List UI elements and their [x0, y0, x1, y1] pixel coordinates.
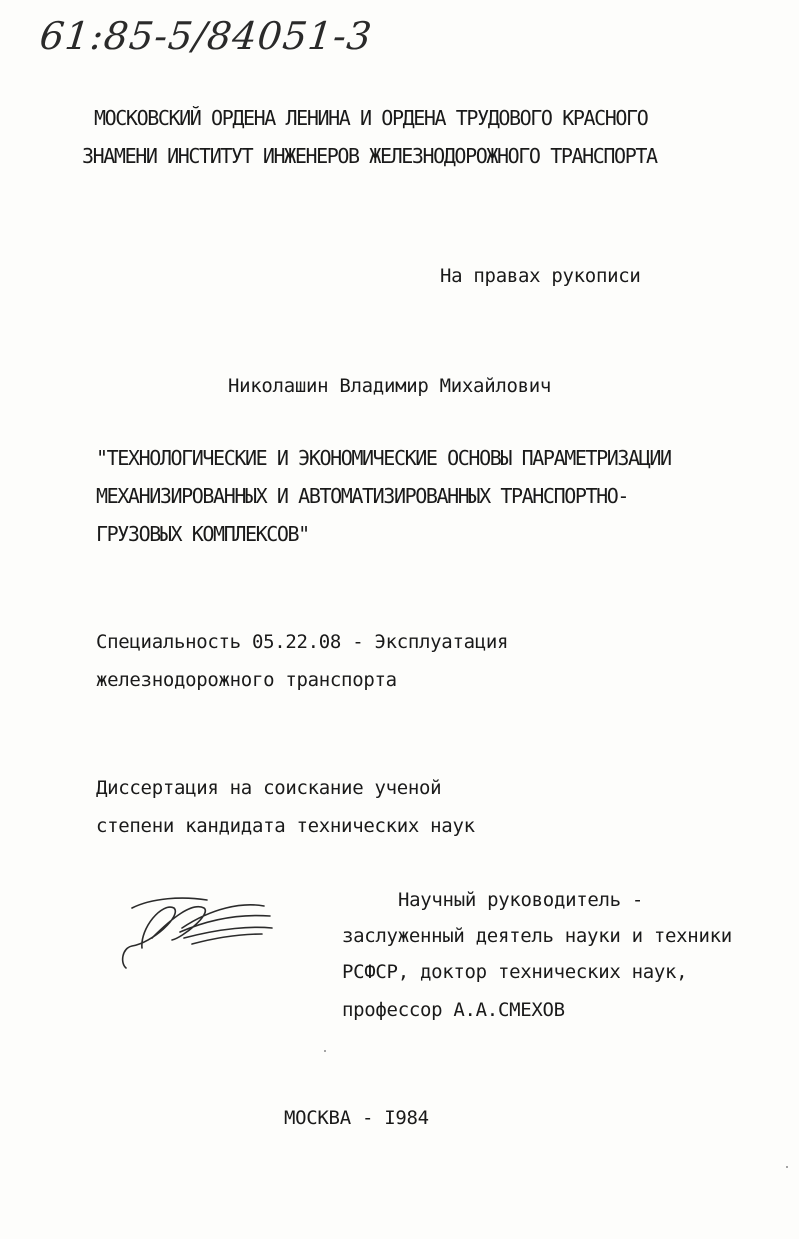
supervisor-line-3: РСФСР, доктор технических наук,	[342, 961, 688, 983]
dissertation-line-1: Диссертация на соискание ученой	[96, 777, 442, 799]
thesis-title-line-3: ГРУЗОВЫХ КОМПЛЕКСОВ"	[96, 522, 309, 546]
thesis-title-line-2: МЕХАНИЗИРОВАННЫХ И АВТОМАТИЗИРОВАННЫХ ТРАНСПОРТНО-	[96, 484, 629, 508]
institute-line-2: ЗНАМЕНИ ИНСТИТУТ ИНЖЕНЕРОВ ЖЕЛЕЗНОДОРОЖНОГО ТРАНСПОРТА	[82, 144, 657, 168]
supervisor-line-4: профессор А.А.СМЕХОВ	[342, 999, 565, 1021]
author-name: Николашин Владимир Михайлович	[228, 375, 552, 397]
thesis-title-line-1: "ТЕХНОЛОГИЧЕСКИЕ И ЭКОНОМИЧЕСКИЕ ОСНОВЫ ПАРАМЕТРИЗАЦИИ	[96, 446, 671, 470]
institute-line-1: МОСКОВСКИЙ ОРДЕНА ЛЕНИНА И ОРДЕНА ТРУДОВОГО КРАСНОГО	[94, 106, 648, 130]
dissertation-line-2: степени кандидата технических наук	[96, 815, 475, 837]
signature-icon	[112, 888, 282, 978]
place-and-year: МОСКВА - I984	[284, 1107, 429, 1129]
specialty-line-1: Специальность 05.22.08 - Эксплуатация	[96, 631, 509, 653]
supervisor-line-1: Научный руководитель -	[398, 889, 644, 911]
paper-speck	[786, 1166, 788, 1168]
specialty-line-2: железнодорожного транспорта	[96, 669, 397, 691]
supervisor-line-2: заслуженный деятель науки и техники	[342, 925, 732, 947]
manuscript-note: На правах рукописи	[440, 265, 641, 287]
handwritten-catalog-number: 61:85-5/84051-3	[37, 14, 375, 58]
paper-speck	[324, 1050, 326, 1052]
